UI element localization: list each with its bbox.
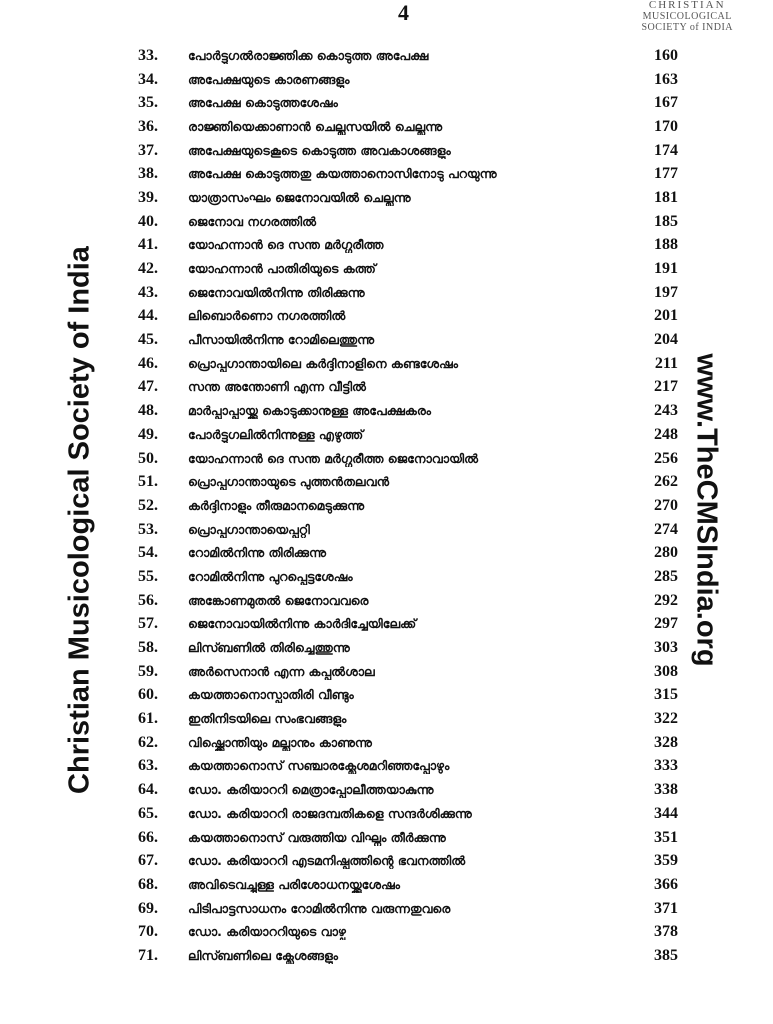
chapter-title: കയത്താനൊസ് സഞ്ചാരക്ലേശമറിഞ്ഞപ്പോഴും (188, 758, 450, 774)
toc-entry (138, 613, 678, 637)
chapter-number: 71. (138, 946, 158, 964)
chapter-page: 292 (654, 591, 678, 609)
chapter-page: 297 (654, 615, 678, 633)
chapter-page: 185 (654, 212, 678, 230)
toc-entry (138, 494, 678, 518)
chapter-page: 344 (654, 804, 678, 822)
chapter-page: 371 (654, 899, 678, 917)
chapter-number: 50. (138, 449, 158, 467)
chapter-title: കർദ്ദിനാളും തീരുമാനമെടുക്കുന്നു (188, 497, 365, 513)
chapter-page: 359 (654, 852, 678, 870)
chapter-title: ഡോ. കരിയാററി രാജദമ്പതികളെ സന്ദർശിക്കുന്നു (188, 805, 472, 821)
chapter-page: 315 (654, 686, 678, 704)
chapter-number: 46. (138, 354, 158, 372)
chapter-title: യാത്രാസംഘം ജെനോവയിൽ ചെല്ലുന്നു (188, 189, 411, 205)
toc-entry (138, 873, 678, 897)
toc-entry (138, 897, 678, 921)
chapter-title: റോമിൽനിന്നു പുറപ്പെട്ടശേഷം (188, 568, 353, 584)
chapter-page: 217 (654, 378, 678, 396)
chapter-number: 60. (138, 686, 158, 704)
chapter-number: 59. (138, 662, 158, 680)
chapter-page: 197 (654, 283, 678, 301)
chapter-title: അങ്കോണമുതൽ ജെനോവവരെ (188, 592, 369, 608)
chapter-title: ലിസ്ബണിലെ ക്ലേശങ്ങളും (188, 947, 339, 963)
chapter-number: 39. (138, 188, 158, 206)
chapter-page: 366 (654, 875, 678, 893)
toc-entry (138, 826, 678, 850)
chapter-page: 262 (654, 473, 678, 491)
chapter-number: 56. (138, 591, 158, 609)
chapter-page: 211 (654, 354, 678, 372)
chapter-title: അർസെനാൻ എന്ന കപ്പൽശാല (188, 663, 375, 679)
chapter-number: 62. (138, 733, 158, 751)
chapter-page: 322 (654, 710, 678, 728)
chapter-title: ജെനോവായിൽനിന്നു കാർദിച്ചേയിലേക്ക് (188, 616, 417, 632)
toc-entry (138, 778, 678, 802)
chapter-number: 44. (138, 307, 158, 325)
logo-line-2: MUSICOLOGICAL (642, 11, 732, 22)
chapter-number: 48. (138, 402, 158, 420)
chapter-number: 69. (138, 899, 158, 917)
chapter-number: 52. (138, 496, 158, 514)
chapter-page: 248 (654, 425, 678, 443)
toc-entry (138, 470, 678, 494)
toc-entry (138, 44, 678, 68)
chapter-number: 43. (138, 283, 158, 301)
toc-entry (138, 755, 678, 779)
chapter-page: 333 (654, 757, 678, 775)
chapter-number: 42. (138, 260, 158, 278)
chapter-number: 70. (138, 923, 158, 941)
toc-entry (138, 541, 678, 565)
chapter-page: 338 (654, 781, 678, 799)
chapter-number: 68. (138, 875, 158, 893)
chapter-title: അപേക്ഷ കൊടുത്തശേഷം (188, 95, 338, 111)
chapter-title: യോഹന്നാൻ ദെ സന്ത മർഗ്ഗരീത്ത ജെനോവായിൽ (188, 450, 479, 466)
toc-entry (138, 281, 678, 305)
chapter-title: ജെനോവ നഗരത്തിൽ (188, 213, 317, 229)
toc-entry (138, 115, 678, 139)
chapter-page: 303 (654, 639, 678, 657)
toc-entry (138, 802, 678, 826)
chapter-page: 270 (654, 496, 678, 514)
chapter-title: റോമിൽനിന്നു തിരിക്കുന്നു (188, 545, 327, 561)
chapter-title: പിടിപാട്ടസാധനം റോമിൽനിന്നു വരുന്നതുവരെ (188, 900, 451, 916)
chapter-page: 328 (654, 733, 678, 751)
chapter-number: 47. (138, 378, 158, 396)
chapter-page: 181 (654, 188, 678, 206)
chapter-page: 170 (654, 117, 678, 135)
chapter-page: 167 (654, 94, 678, 112)
toc-entry (138, 68, 678, 92)
chapter-number: 57. (138, 615, 158, 633)
chapter-page: 351 (654, 828, 678, 846)
chapter-title: യോഹന്നാൻ ദെ സന്ത മർഗ്ഗരീത്ത (188, 237, 384, 253)
toc-entry (138, 920, 678, 944)
chapter-title: പീസായിൽനിന്നു റോമിലെത്തുന്നു (188, 332, 375, 348)
toc-entry (138, 518, 678, 542)
toc-entry (138, 91, 678, 115)
table-of-contents (138, 44, 678, 968)
logo-line-3: SOCIETY of INDIA (641, 22, 733, 33)
chapter-page: 191 (654, 260, 678, 278)
toc-entry (138, 636, 678, 660)
toc-entry (138, 210, 678, 234)
chapter-title: രാജ്ഞിയെക്കാണാൻ ചെല്ലുസയിൽ ചെല്ലുന്നു (188, 118, 443, 134)
chapter-number: 41. (138, 236, 158, 254)
toc-entry (138, 447, 678, 471)
chapter-title: ലിബൊർണൊ നഗരത്തിൽ (188, 308, 346, 324)
toc-entry (138, 423, 678, 447)
chapter-number: 51. (138, 473, 158, 491)
toc-entry (138, 162, 678, 186)
chapter-title: അപേക്ഷയുടെകൂടെ കൊടുത്ത അവകാശങ്ങളും (188, 142, 451, 158)
chapter-page: 177 (654, 165, 678, 183)
chapter-page: 204 (654, 331, 678, 349)
chapter-number: 38. (138, 165, 158, 183)
side-watermark-website: www.TheCMSIndia.org (690, 353, 723, 667)
chapter-page: 280 (654, 544, 678, 562)
chapter-number: 64. (138, 781, 158, 799)
chapter-page: 308 (654, 662, 678, 680)
chapter-title: പോർട്ടുഗൽരാജ്ഞിക്ക കൊടുത്ത അപേക്ഷ (188, 47, 429, 63)
chapter-number: 45. (138, 331, 158, 349)
chapter-title: അപേക്ഷ കൊടുത്തതു കയത്താനൊസിനോടു പറയുന്നു (188, 166, 497, 182)
toc-entry (138, 139, 678, 163)
chapter-number: 34. (138, 70, 158, 88)
toc-entry (138, 328, 678, 352)
toc-entry (138, 849, 678, 873)
toc-entry (138, 305, 678, 329)
society-logo (641, 0, 733, 33)
chapter-number: 63. (138, 757, 158, 775)
toc-entry (138, 707, 678, 731)
chapter-number: 37. (138, 141, 158, 159)
chapter-number: 54. (138, 544, 158, 562)
chapter-title: പോർട്ടുഗലിൽനിന്നുള്ള എഴുത്ത് (188, 426, 364, 442)
chapter-title: ലിസ്ബണിൽ തിരിച്ചെത്തുന്നു (188, 640, 350, 656)
chapter-page: 243 (654, 402, 678, 420)
chapter-title: ഡോ. കരിയാററി എടമനിഷ്പത്തിന്റെ ഭവനത്തിൽ (188, 853, 466, 869)
chapter-title: വിഷ്ക്കൊന്തിയും മല്ലാനും കാണുന്നു (188, 734, 372, 750)
chapter-page: 163 (654, 70, 678, 88)
chapter-page: 285 (654, 567, 678, 585)
chapter-title: പ്രൊപ്പഗാന്തായിലെ കർദ്ദിനാളിനെ കണ്ടശേഷം (188, 355, 459, 371)
chapter-page: 160 (654, 46, 678, 64)
toc-entry (138, 399, 678, 423)
toc-entry (138, 376, 678, 400)
toc-entry (138, 684, 678, 708)
chapter-number: 49. (138, 425, 158, 443)
chapter-title: യോഹന്നാൻ പാതിരിയുടെ കത്ത് (188, 261, 376, 277)
toc-entry (138, 660, 678, 684)
toc-entry (138, 944, 678, 968)
chapter-title: അപേക്ഷയുടെ കാരണങ്ങളും (188, 71, 350, 87)
toc-entry (138, 186, 678, 210)
toc-entry (138, 731, 678, 755)
chapter-page: 274 (654, 520, 678, 538)
toc-entry (138, 589, 678, 613)
chapter-number: 66. (138, 828, 158, 846)
chapter-number: 61. (138, 710, 158, 728)
toc-entry (138, 565, 678, 589)
chapter-title: മാർപ്പാപ്പായ്ക്കു കൊടുക്കാനുള്ള അപേക്ഷകരം (188, 403, 432, 419)
chapter-number: 53. (138, 520, 158, 538)
chapter-number: 40. (138, 212, 158, 230)
toc-entry (138, 257, 678, 281)
chapter-title: ഡോ. കരിയാററിയുടെ വാഴ്ച (188, 924, 346, 940)
chapter-page: 256 (654, 449, 678, 467)
chapter-title: കയത്താനൊസ് വരുത്തിയ വിഘ്നം തീർക്കുന്നു (188, 829, 446, 845)
chapter-number: 36. (138, 117, 158, 135)
chapter-title: ജെനോവയിൽനിന്നു തിരിക്കുന്നു (188, 284, 365, 300)
chapter-number: 67. (138, 852, 158, 870)
chapter-title: സന്ത അന്തോണി എന്ന വീട്ടിൽ (188, 379, 366, 395)
chapter-title: പ്രൊപ്പഗാന്തായെപ്പറ്റി (188, 521, 310, 537)
toc-entry (138, 234, 678, 258)
chapter-number: 55. (138, 567, 158, 585)
chapter-title: പ്രൊപ്പഗാന്തായുടെ പുത്തൻതലവൻ (188, 474, 389, 490)
chapter-title: ഡോ. കരിയാററി മെത്രാപ്പോലീത്തയാകുന്നു (188, 782, 434, 798)
chapter-page: 201 (654, 307, 678, 325)
chapter-title: ഇതിനിടയിലെ സംഭവങ്ങളും (188, 711, 347, 727)
chapter-number: 58. (138, 639, 158, 657)
chapter-page: 378 (654, 923, 678, 941)
toc-entry (138, 352, 678, 376)
chapter-number: 33. (138, 46, 158, 64)
chapter-title: അവിടെവച്ചുള്ള പരിശോധനയ്ക്കുശേഷം (188, 876, 400, 892)
chapter-title: കയത്താനൊസ്പാതിരി വീണ്ടും (188, 687, 354, 703)
logo-line-1: CHRISTIAN (648, 0, 726, 11)
chapter-number: 65. (138, 804, 158, 822)
chapter-page: 385 (654, 946, 678, 964)
chapter-page: 174 (654, 141, 678, 159)
side-watermark-society-name: Christian Musicological Society of India (63, 246, 96, 794)
page-number: 4 (398, 0, 409, 25)
chapter-page: 188 (654, 236, 678, 254)
chapter-number: 35. (138, 94, 158, 112)
